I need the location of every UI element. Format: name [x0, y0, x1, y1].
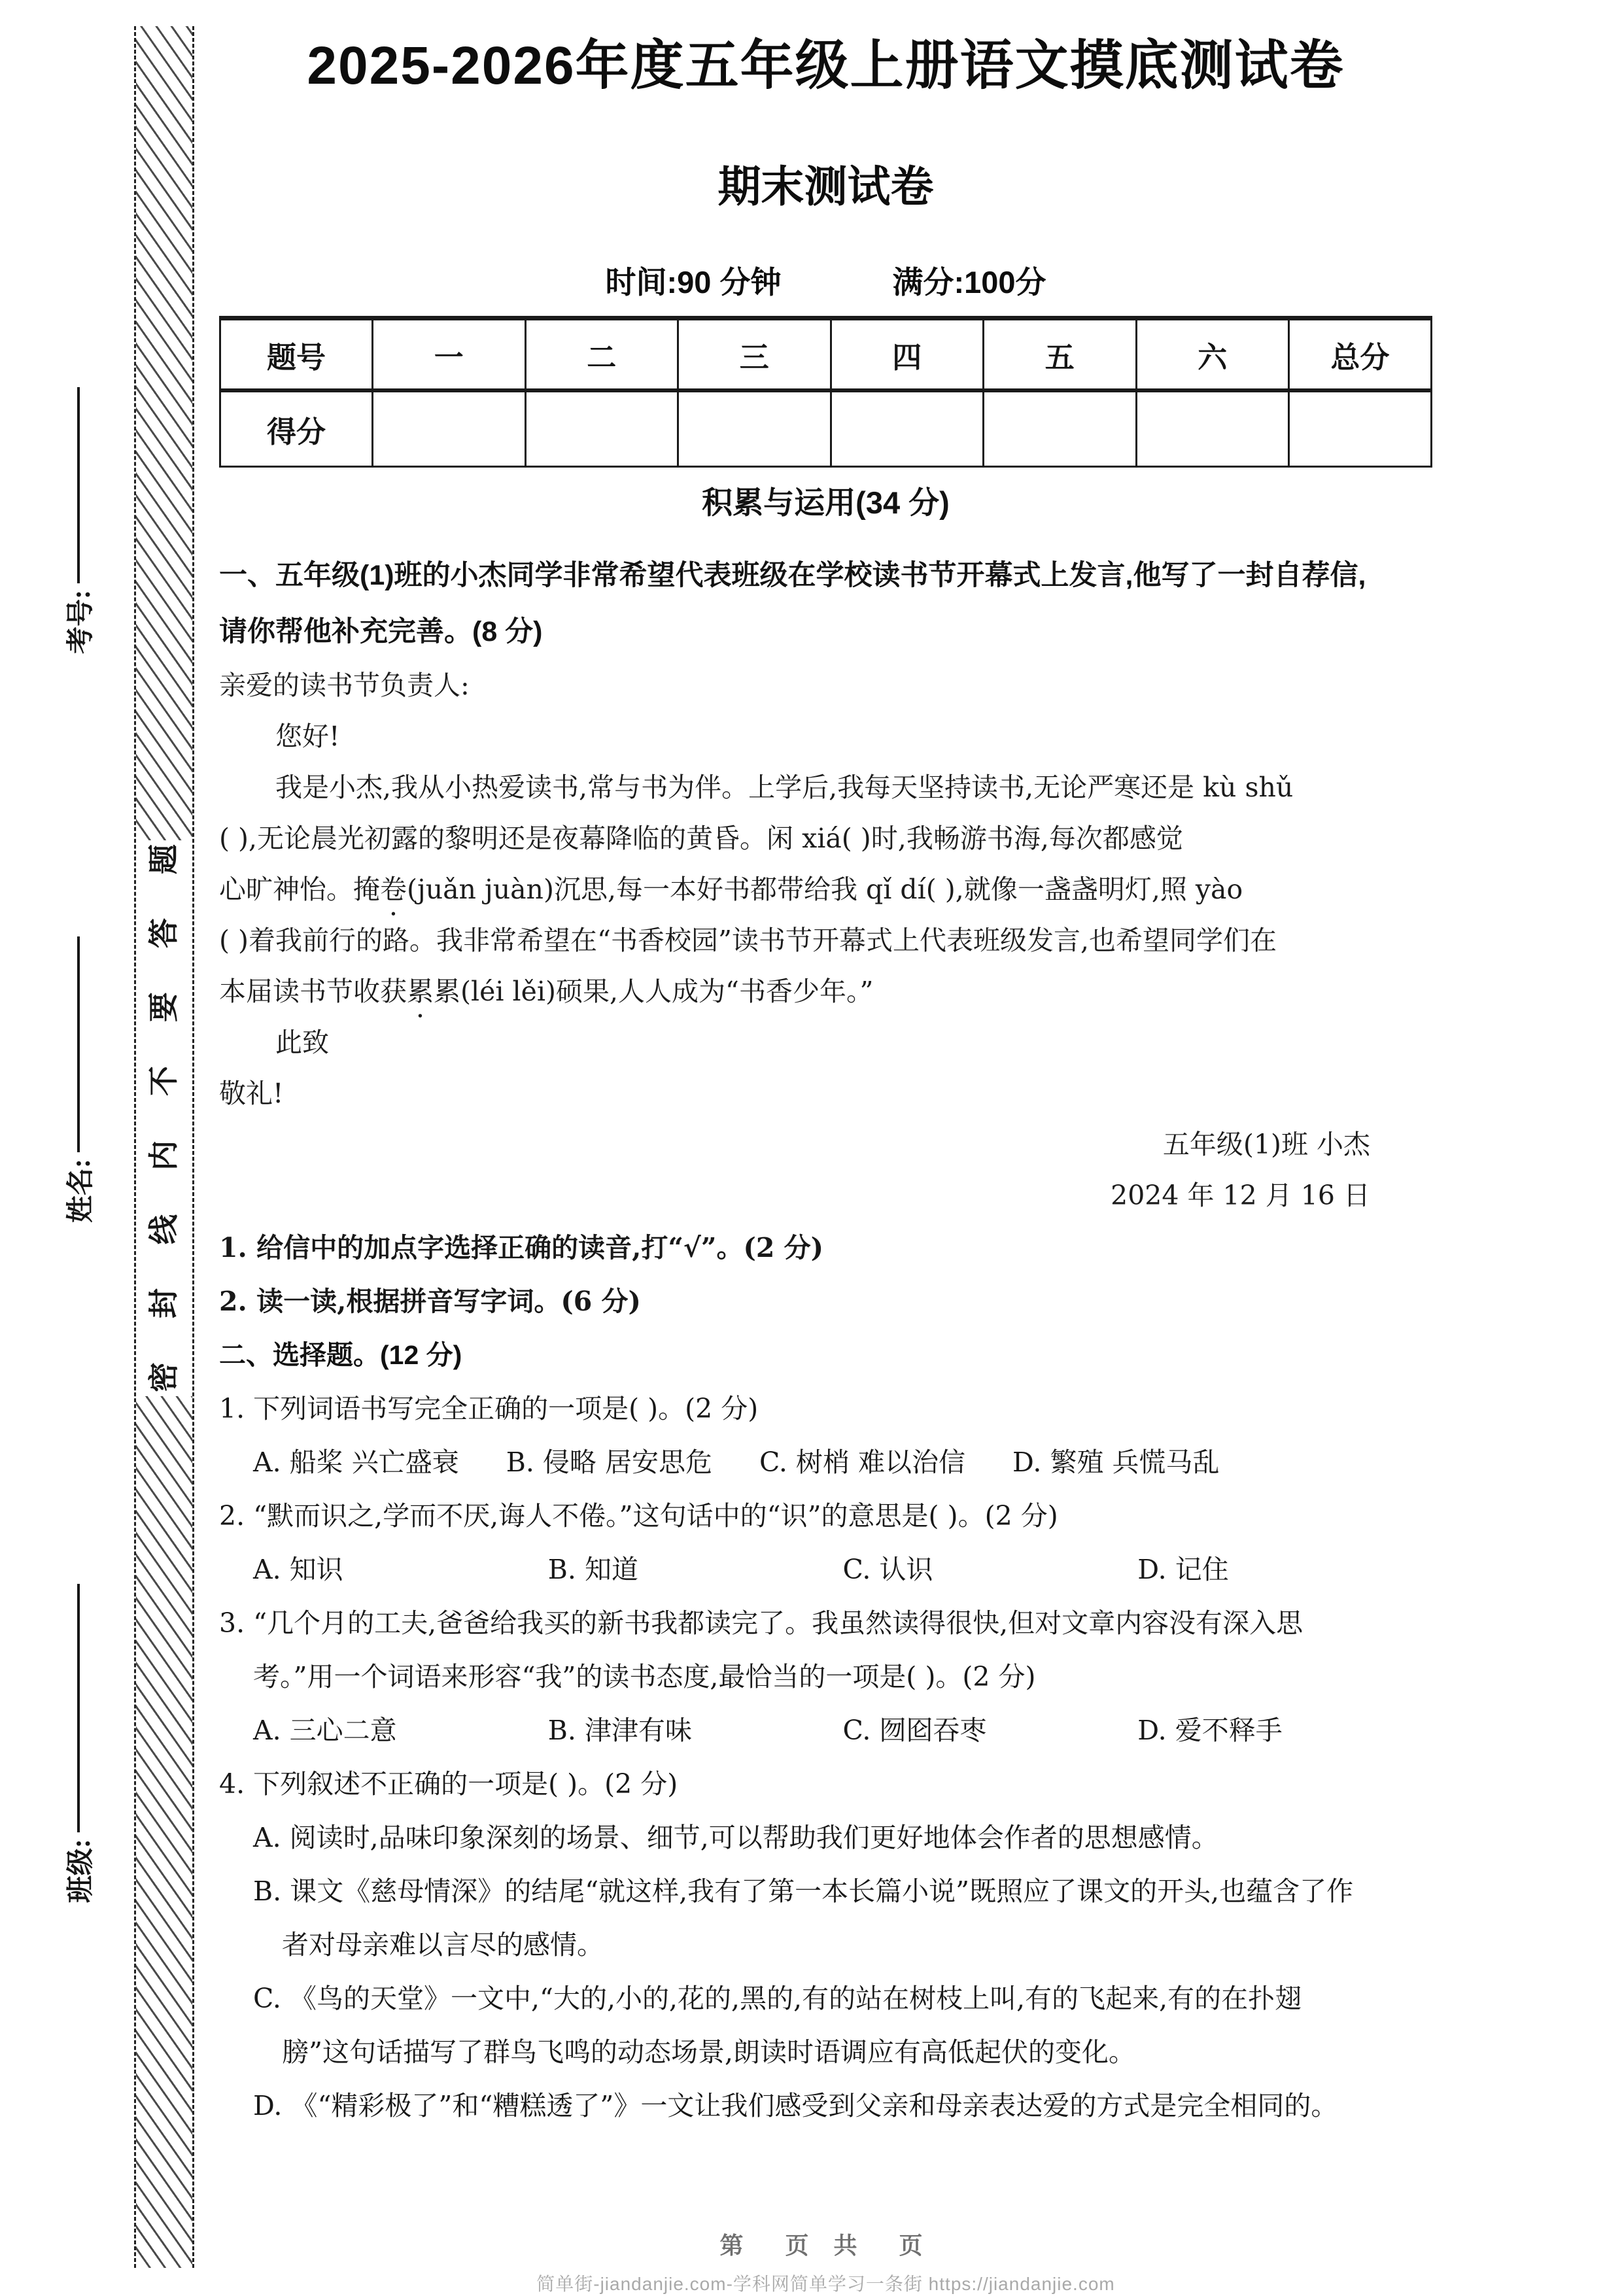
choice-q3-stem-line1: 3. “几个月的工夫,爸爸给我买的新书我都读完了。我虽然读得很快,但对文章内容没有深入思 [219, 1607, 1303, 1639]
letter-salutation: 亲爱的读书节负责人: [219, 670, 470, 701]
score-table-header: 一 [373, 318, 526, 391]
letter-signature: 五年级(1)班 小杰 [1162, 1129, 1370, 1160]
question1-intro-line1: 一、五年级(1)班的小杰同学非常希望代表班级在学校读书节开幕式上发言,他写了一封自荐信, [219, 560, 1366, 591]
score-table-header: 六 [1136, 318, 1289, 391]
letter-line5 [219, 966, 1432, 1017]
score-table-header: 二 [525, 318, 678, 391]
seal-hatch-top [136, 26, 192, 840]
choice-q3-options [219, 1704, 1432, 1757]
seal-line-text [136, 840, 192, 1396]
option-b: B. 知道 [547, 1554, 638, 1585]
letter-closing: 此致 [275, 1027, 329, 1058]
letter-line3 [219, 864, 1432, 915]
seal-char: 题 [147, 844, 181, 874]
option-d: D. 记住 [1137, 1554, 1229, 1585]
option-c: C. 囫囵吞枣 [842, 1715, 987, 1746]
time-limit: 时间:90 分钟 [605, 265, 782, 300]
section2-heading: 二、选择题。(12 分) [219, 1340, 462, 1370]
score-row-label: 得分 [220, 390, 373, 467]
exam-number-label: 考号: [66, 590, 96, 654]
score-table-header: 五 [984, 318, 1137, 391]
choice-q4-option-c-line1: C. 《鸟的天堂》一文中,“大的,小的,花的,黑的,有的站在树枝上叫,有的飞起来,有的在扑翅 [253, 1983, 1302, 2014]
watermark-site-line: 简单街-jiandanjie.com-学科网简单学习一条街 https://jiandanjie.com [536, 2274, 1115, 2294]
exam-content [219, 0, 1432, 2296]
option-c: C. 认识 [842, 1554, 933, 1585]
seal-char: 密 [147, 1362, 181, 1392]
student-name-blank [77, 936, 80, 1152]
letter-line2: ( ),无论晨光初露的黎明还是夜幕降临的黄昏。闲 xiá( )时,我畅游书海,每次都感觉 [219, 823, 1183, 854]
exam-subtitle: 期末测试卷 [717, 162, 934, 211]
letter-line4: ( )着我前行的路。我非常希望在“书香校园”读书节开幕式上代表班级发言,也希望同学们在 [219, 925, 1277, 956]
score-cell-empty [1136, 390, 1289, 467]
choice-q2-options [219, 1543, 1432, 1596]
full-score: 满分:100分 [892, 265, 1046, 300]
section1-title: 积累与运用 [702, 485, 856, 520]
page-number-line: 第 页 共 页 [719, 2232, 932, 2259]
choice-q4-option-b-line1: B. 课文《慈母情深》的结尾“就这样,我有了第一本长篇小说”既照应了课文的开头,也蕴含了作 [253, 1876, 1354, 1907]
self-recommendation-letter [219, 660, 1432, 1221]
class-blank [77, 1584, 80, 1832]
score-table-score-row [220, 390, 1432, 467]
seal-char: 答 [147, 918, 181, 949]
seal-char: 线 [147, 1214, 181, 1244]
score-cell-empty [984, 390, 1137, 467]
option-a: A. 知识 [253, 1554, 343, 1585]
seal-char: 要 [147, 992, 181, 1023]
choice-q1-options [219, 1435, 1432, 1489]
section1-heading [219, 487, 1432, 518]
exam-meta-row [219, 267, 1432, 298]
seal-line-band [134, 26, 194, 2268]
sub-question-2: 2. 读一读,根据拼音写字词。(6 分) [219, 1286, 641, 1317]
class-field [60, 1484, 97, 1903]
choice-q4-option-a: A. 阅读时,品味印象深刻的场景、细节,可以帮助我们更好地体会作者的思想感情。 [253, 1822, 1218, 1853]
exam-number-blank [77, 387, 80, 583]
question1-intro [219, 547, 1432, 660]
score-table-header: 三 [678, 318, 831, 391]
score-cell-empty [831, 390, 984, 467]
option-a: A. 船桨 兴亡盛衰 [253, 1447, 459, 1478]
letter-line1: 我是小杰,我从小热爱读书,常与书为伴。上学后,我每天坚持读书,无论严寒还是 kù shǔ [275, 772, 1294, 803]
seal-char: 不 [147, 1066, 181, 1097]
score-cell-empty [373, 390, 526, 467]
choice-q4-option-b-line2: 者对母亲难以言尽的感情。 [282, 1929, 604, 1961]
sub-question-1: 1. 给信中的加点字选择正确的读音,打“√”。(2 分) [219, 1232, 824, 1263]
question1-intro-line2: 请你帮他补充完善。(8 分) [219, 616, 543, 647]
score-table-header: 题号 [220, 318, 373, 391]
score-table-header: 四 [831, 318, 984, 391]
exam-number-field [60, 347, 97, 654]
score-table-header: 总分 [1289, 318, 1432, 391]
option-a: A. 三心二意 [253, 1715, 397, 1746]
letter-greeting: 您好! [275, 721, 340, 752]
score-table-header-row [220, 318, 1432, 391]
dotted-char-juan: 卷 [380, 874, 407, 905]
letter-line3-a: 心旷神怡。掩 [219, 874, 380, 905]
letter-line5-b: 累(léi lěi)硕果,人人成为“书香少年。” [434, 976, 874, 1007]
option-d: D. 爱不释手 [1137, 1715, 1283, 1746]
option-c: C. 树梢 难以治信 [759, 1447, 965, 1478]
choice-q1-stem: 1. 下列词语书写完全正确的一项是( )。(2 分) [219, 1393, 759, 1424]
choice-q4-stem: 4. 下列叙述不正确的一项是( )。(2 分) [219, 1768, 678, 1800]
questions-block [219, 1221, 1432, 2133]
option-b: B. 侵略 居安思危 [506, 1447, 712, 1478]
score-table [219, 316, 1432, 468]
score-cell-empty [678, 390, 831, 467]
seal-char: 内 [147, 1140, 181, 1171]
score-cell-empty [1289, 390, 1432, 467]
section1-score: (34 分) [855, 485, 950, 520]
choice-q2-stem: 2. “默而识之,学而不厌,诲人不倦。”这句话中的“识”的意思是( )。(2 分) [219, 1500, 1058, 1532]
seal-char: 封 [147, 1288, 181, 1318]
class-label: 班级: [66, 1839, 96, 1903]
choice-q4-option-d: D. 《“精彩极了”和“糟糕透了”》一文让我们感受到父亲和母亲表达爱的方式是完全相同的。 [253, 2090, 1338, 2121]
dotted-char-lei: 累 [407, 976, 434, 1007]
option-b: B. 津津有味 [547, 1715, 692, 1746]
letter-date: 2024 年 12 月 16 日 [1111, 1180, 1370, 1211]
choice-q3-stem-line2: 考。”用一个词语来形容“我”的读书态度,最恰当的一项是( )。(2 分) [253, 1661, 1036, 1692]
letter-salute: 敬礼! [219, 1078, 284, 1109]
choice-q4-option-c-line2: 膀”这句话描写了群鸟飞鸣的动态场景,朗读时语调应有高低起伏的变化。 [282, 2036, 1135, 2068]
letter-line3-b: (juǎn juàn)沉思,每一本好书都带给我 qǐ dí( ),就像一盏盏明灯,照 yào [407, 874, 1243, 905]
score-cell-empty [525, 390, 678, 467]
letter-line5-a: 本届读书节收获 [219, 976, 407, 1007]
exam-title: 2025-2026年度五年级上册语文摸底测试卷 [307, 36, 1345, 95]
student-name-field [60, 850, 97, 1223]
seal-hatch-bottom [136, 1396, 192, 2268]
option-d: D. 繁殖 兵慌马乱 [1012, 1447, 1220, 1478]
student-name-label: 姓名: [66, 1159, 96, 1223]
